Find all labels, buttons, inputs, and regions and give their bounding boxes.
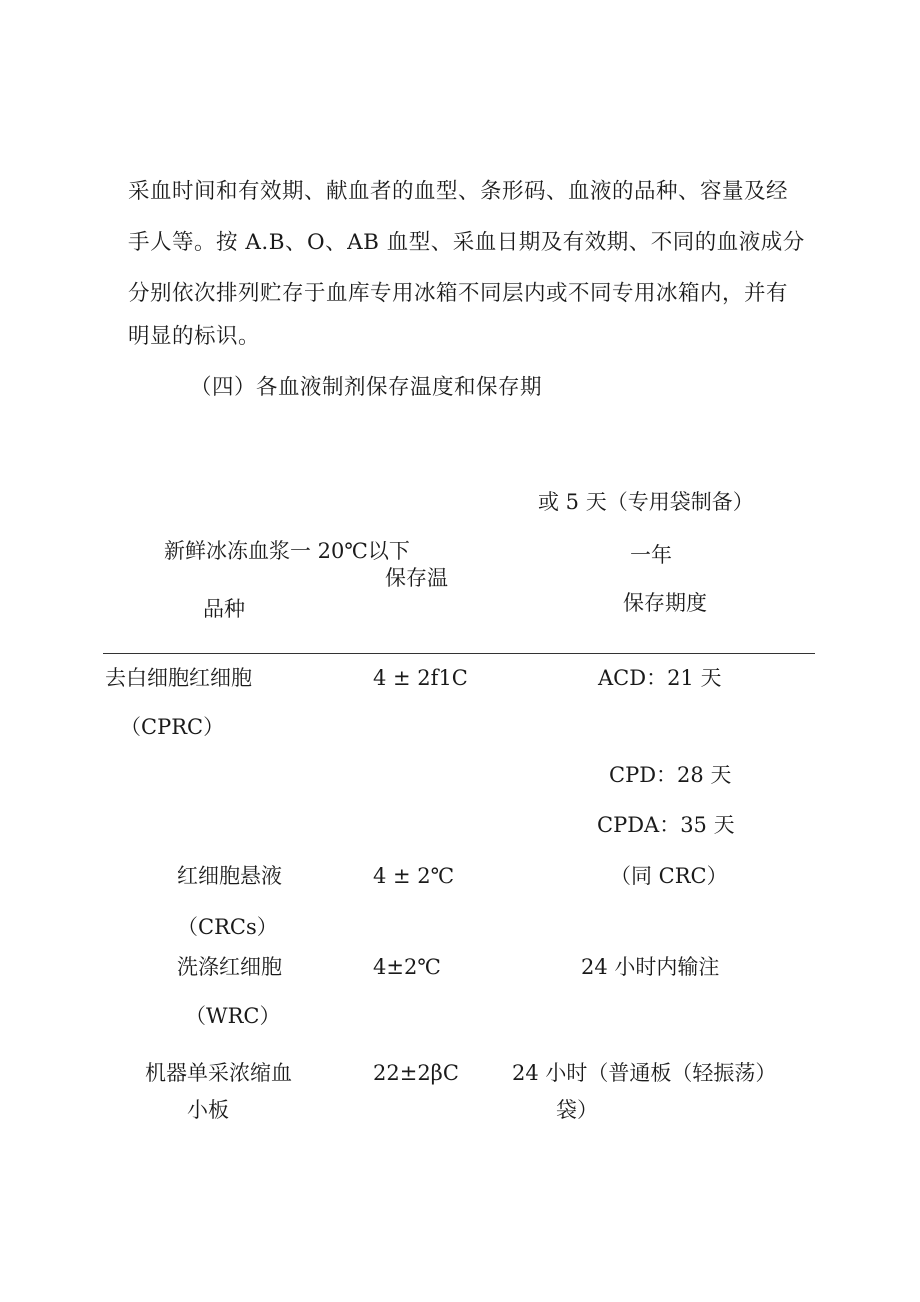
row-2-period: （同 CRC） <box>610 864 728 888</box>
paragraph-line-2: 手人等。按 A.B、O、AB 血型、采血日期及有效期、不同的血液成分 <box>128 230 805 255</box>
table-header-rule <box>103 653 815 654</box>
row-2-variety: 红细胞悬液 <box>177 864 282 888</box>
column-header-temperature: 保存温 <box>385 566 448 590</box>
row-4-variety-cont: 小板 <box>187 1098 229 1122</box>
row-4-period: 24 小时（普通板（轻振荡） <box>512 1061 777 1085</box>
row-4-variety: 机器单采浓缩血 <box>145 1061 292 1085</box>
paragraph-line-3: 分别依次排列贮存于血库专用冰箱不同层内或不同专用冰箱内，并有 <box>128 281 789 306</box>
row-2-temperature: 4 ± 2℃ <box>373 864 455 888</box>
row-1-variety-abbr: （CPRC） <box>120 715 225 739</box>
row-1-period-cpd: CPD：28 天 <box>609 763 732 787</box>
row-3-period: 24 小时内输注 <box>581 955 720 979</box>
section-heading: （四）各血液制剂保存温度和保存期 <box>190 375 543 400</box>
column-header-variety: 品种 <box>203 597 245 621</box>
paragraph-line-1: 采血时间和有效期、献血者的血型、条形码、血液的品种、容量及经 <box>128 179 789 204</box>
row-1-period-acd: ACD：21 天 <box>598 666 722 690</box>
row-2-variety-abbr: （CRCs） <box>177 915 278 939</box>
row-1-temperature: 4 ± 2f1C <box>373 666 468 690</box>
row-1-variety: 去白细胞红细胞 <box>105 666 252 690</box>
row-1-period-cpda: CPDA：35 天 <box>597 813 735 837</box>
row-4-period-cont: 袋） <box>556 1098 598 1122</box>
row-3-variety-abbr: （WRC） <box>185 1004 281 1028</box>
header-note-5-days: 或 5 天（专用袋制备） <box>538 490 754 514</box>
header-fresh-frozen-plasma: 新鲜冰冻血浆一 20℃以下 <box>164 539 410 563</box>
column-header-period: 保存期度 <box>623 591 707 615</box>
paragraph-line-4: 明显的标识。 <box>128 324 261 349</box>
row-3-temperature: 4±2℃ <box>373 955 441 979</box>
header-one-year: 一年 <box>630 543 672 567</box>
row-4-temperature: 22±2βC <box>373 1061 459 1085</box>
row-3-variety: 洗涤红细胞 <box>177 955 282 979</box>
